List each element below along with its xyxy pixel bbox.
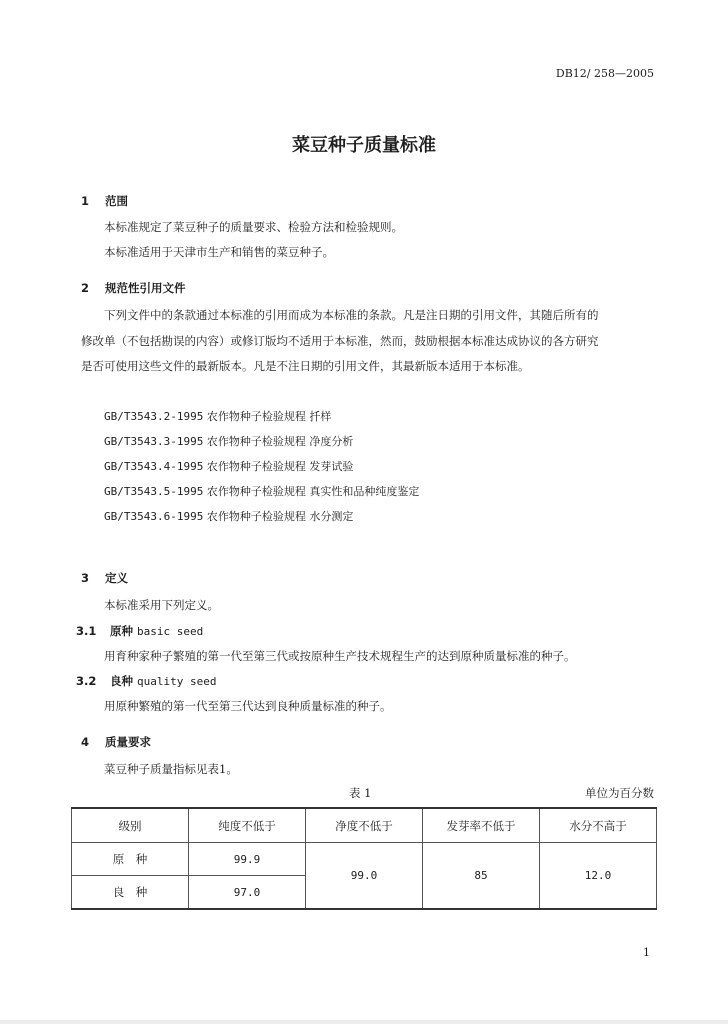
section-title: 规范性引用文件 bbox=[105, 281, 186, 295]
reference-code: GB/T3543.6-1995 bbox=[104, 510, 204, 523]
table-unit-note: 单位为百分数 bbox=[585, 786, 654, 800]
reference-code: GB/T3543.5-1995 bbox=[104, 485, 204, 498]
purity-cell: 97.0 bbox=[189, 876, 306, 910]
definition-3-2-heading bbox=[76, 673, 217, 689]
column-header: 发芽率不低于 bbox=[423, 808, 540, 843]
reference-code: GB/T3543.3-1995 bbox=[104, 435, 204, 448]
reference-item bbox=[104, 508, 353, 524]
column-header: 水分不高于 bbox=[540, 808, 657, 843]
moisture-cell: 12.0 bbox=[540, 843, 657, 910]
grade-cell: 原 种 bbox=[72, 843, 189, 876]
table-header-row bbox=[72, 808, 657, 843]
reference-title: 农作物种子检验规程 净度分析 bbox=[206, 435, 354, 448]
reference-item bbox=[104, 433, 353, 449]
section-number: 2 bbox=[81, 281, 90, 295]
paragraph-line: 修改单（不包括勘误的内容）或修订版均不适用于本标准，然而，鼓励根据本标准达成协议的各方研究 bbox=[81, 334, 599, 348]
section-number: 1 bbox=[81, 194, 90, 208]
section-4-heading bbox=[81, 734, 151, 750]
paragraph-line: 下列文件中的条款通过本标准的引用而成为本标准的条款。凡是注日期的引用文件，其随后所有的 bbox=[104, 308, 599, 322]
reference-code: GB/T3543.4-1995 bbox=[104, 460, 204, 473]
column-header: 纯度不低于 bbox=[189, 808, 306, 843]
grade-cell: 良 种 bbox=[72, 876, 189, 910]
term-zh: 良种 bbox=[110, 674, 133, 688]
page-title: 菜豆种子质量标准 bbox=[292, 135, 436, 156]
cleanliness-cell: 99.0 bbox=[306, 843, 423, 910]
document-number: DB12/ 258—2005 bbox=[555, 67, 654, 80]
term-en: quality seed bbox=[137, 675, 217, 688]
section-2-heading bbox=[81, 280, 186, 296]
paragraph-line: 是否可使用这些文件的最新版本。凡是不注日期的引用文件，其最新版本适用于本标准。 bbox=[81, 359, 530, 373]
definition-text: 用原种繁殖的第一代至第三代达到良种质量标准的种子。 bbox=[104, 699, 392, 713]
purity-cell: 99.9 bbox=[189, 843, 306, 876]
reference-code: GB/T3543.2-1995 bbox=[104, 410, 204, 423]
section-title: 质量要求 bbox=[105, 735, 151, 749]
table-caption: 表 1 bbox=[349, 786, 372, 800]
section-number: 4 bbox=[81, 735, 90, 749]
reference-item bbox=[104, 483, 419, 499]
reference-title: 农作物种子检验规程 发芽试验 bbox=[206, 460, 354, 473]
section-1-heading bbox=[81, 193, 128, 209]
reference-title: 农作物种子检验规程 真实性和品种纯度鉴定 bbox=[206, 485, 420, 498]
paragraph: 菜豆种子质量指标见表1。 bbox=[104, 762, 238, 776]
paragraph: 本标准规定了菜豆种子的质量要求、检验方法和检验规则。 bbox=[104, 220, 403, 234]
section-3-heading bbox=[81, 570, 128, 586]
term-zh: 原种 bbox=[110, 624, 133, 638]
section-title: 定义 bbox=[105, 571, 128, 585]
section-title: 范围 bbox=[105, 194, 128, 208]
reference-title: 农作物种子检验规程 水分测定 bbox=[206, 510, 354, 523]
quality-table bbox=[71, 807, 657, 910]
reference-title: 农作物种子检验规程 扦样 bbox=[206, 410, 332, 423]
column-header: 级别 bbox=[72, 808, 189, 843]
paragraph: 本标准采用下列定义。 bbox=[104, 598, 219, 612]
paragraph: 本标准适用于天津市生产和销售的菜豆种子。 bbox=[104, 245, 334, 259]
page-number: 1 bbox=[643, 946, 650, 959]
term-en: basic seed bbox=[137, 625, 204, 638]
clause-number: 3.1 bbox=[76, 624, 97, 638]
column-header: 净度不低于 bbox=[306, 808, 423, 843]
page-bottom-edge bbox=[0, 1020, 728, 1024]
definition-text: 用育种家种子繁殖的第一代至第三代或按原种生产技术规程生产的达到原种质量标准的种子。 bbox=[104, 649, 576, 663]
clause-number: 3.2 bbox=[76, 674, 97, 688]
table-row bbox=[72, 843, 657, 876]
reference-item bbox=[104, 458, 353, 474]
definition-3-1-heading bbox=[76, 623, 203, 639]
germination-cell: 85 bbox=[423, 843, 540, 910]
section-number: 3 bbox=[81, 571, 90, 585]
reference-item bbox=[104, 408, 331, 424]
